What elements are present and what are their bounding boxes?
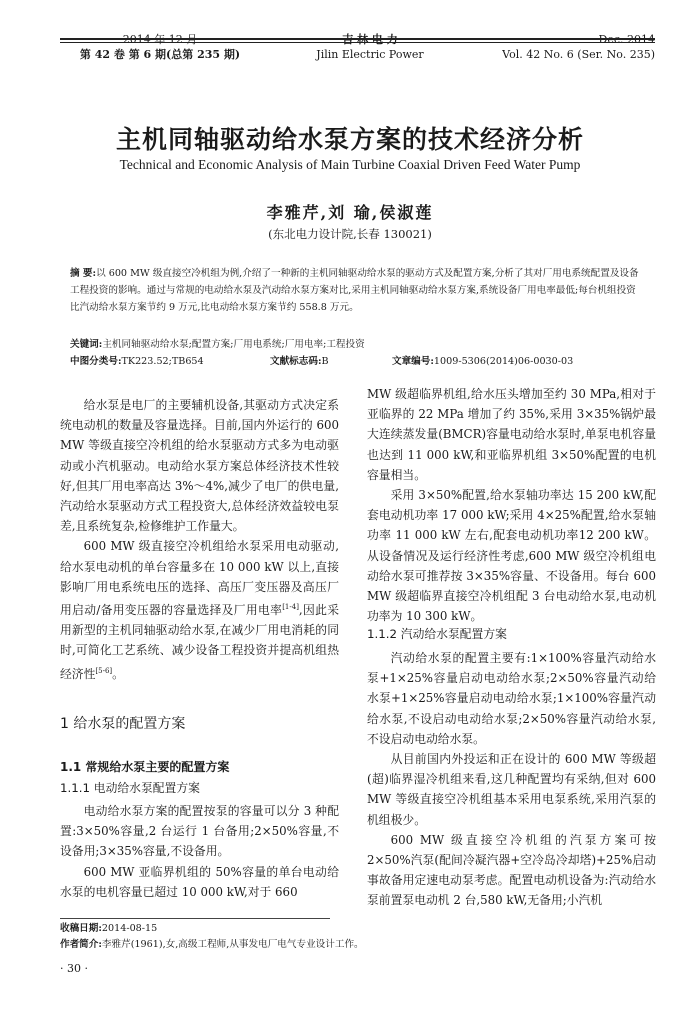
clc-label: 中图分类号:	[70, 356, 122, 367]
doc-code	[270, 353, 329, 370]
authors: 李雅芹,刘 瑜,侯淑莲	[266, 203, 434, 222]
doc-code-label: 文献标志码:	[270, 356, 322, 367]
keywords	[70, 336, 642, 353]
abstract-text: 以 600 MW 级直接空冷机组为例,介绍了一种新的主机同轴驱动给水泵的驱动方式及配置方案,分析了其对厂用电系统配置及设备工程投资的影响。通过与常规的电动给水泵及汽动给水泵方案对比,采用主机同轴驱动给水泵方案,系统设备厂用电率最低;每台机组投资比汽动给水泵方案节约 9 万元,比电动给水泵方案节约 558.8 万元。	[70, 268, 639, 313]
paragraph: 采用 3×50%配置,给水泵轴功率达 15 200 kW,配套电动机功率 17 000 kW;采用 4×25%配置,给水泵轴功率 11 000 kW 左右,配套电动机功率12 200 kW。从设备情况及运行经济性考虑,600 MW 级空冷机组电动给水泵可推荐按 3×35%容量、不设备用。每台 600 MW 级超临界直接空冷机组配 3 台电动给水泵,电动机功率为 10 300 kW。	[367, 488, 656, 624]
paragraph-text: ,因此采用新型的主机同轴驱动给水泵,在减少厂用电消耗的同时,可简化工艺系统、减少设备工程投资并提高机组热经济性	[60, 602, 339, 681]
author-bio	[60, 938, 364, 952]
paragraph-text: 600 MW 级直接空冷机组给水泵采用电动驱动,给水泵电动机的单台容量多在 10 000 kW 以上,直接影响厂用电系统电压的选择、高压厂变压器及高压厂用启动/备用变压器的容量选择及厂用电率	[60, 539, 339, 617]
page-number: · 30 ·	[60, 962, 88, 975]
paragraph: MW 级超临界机组,给水压头增加至约 30 MPa,相对于亚临界的 22 MPa 增加了约 35%,采用 3×35%锅炉最大连续蒸发量(BMCR)容量电动给水泵时,单泵电机容量也达到 11 000 kW,和亚临界机组 3×50%配置的电机容量相当。	[367, 387, 656, 482]
paragraph-text: 。	[112, 666, 124, 681]
paragraph: 600 MW 级直接空冷机组的汽泵方案可按 2×50%汽泵(配间冷凝汽器+空冷岛冷却塔)+25%启动事故备用定速电动泵考虑。配置电动机设备为:汽动给水泵前置泵电动机 2 台,580 kW,无备用;小汽机	[367, 832, 656, 908]
subsubsection-heading: 1.1.2 汽动给水泵配置方案	[367, 627, 507, 641]
article-no-label: 文章编号:	[392, 356, 434, 367]
header-rule-thick	[60, 38, 655, 40]
left-column-body	[60, 801, 339, 902]
keywords-text: 主机同轴驱动给水泵;配置方案;厂用电系统;厂用电率;工程投资	[102, 339, 365, 350]
header-left	[60, 32, 260, 62]
paragraph	[60, 536, 339, 683]
paper-title-cn: 主机同轴驱动给水泵方案的技术经济分析	[115, 125, 584, 154]
paragraph: 给水泵是电厂的主要辅机设备,其驱动方式决定系统电动机的数量及容量选择。目前,国内外运行的 600 MW 等级直接空冷机组的给水泵驱动方式多为电动驱动或小汽机驱动。电动给水泵方案总体经济技术性较好,但其厂用电率高达 3%～4%,减少了电厂的供电量,汽动给水泵驱动方式工程投资大,总体经济效益较电泵差,且系统复杂,检修维护工作量大。	[60, 398, 339, 534]
abstract-label: 摘 要:	[70, 268, 97, 279]
article-no	[392, 353, 573, 370]
paragraph: 电动给水泵方案的配置按泵的容量可以分 3 种配置:3×50%容量,2 台运行 1 台备用;2×50%容量,不设备用;3×35%容量,不设备用。	[60, 804, 339, 859]
header-rule-thin	[60, 42, 655, 43]
received-date	[60, 922, 157, 936]
citation: [5-6]	[95, 666, 113, 675]
header-journal	[270, 32, 470, 62]
abstract	[70, 265, 642, 316]
left-column-intro	[60, 395, 339, 684]
keywords-label: 关键词:	[70, 339, 103, 350]
clc	[70, 353, 204, 370]
paragraph: 600 MW 亚临界机组的 50%容量的单台电动给水泵的电机容量已超过 10 000 kW,对于 660	[60, 864, 339, 899]
right-column-body	[367, 648, 656, 911]
paragraph: 从目前国内外投运和正在设计的 600 MW 等级超(超)临界湿冷机组来看,这几种配置均有采纳,但对 600 MW 等级直接空冷机组基本采用电泵系统,采用汽泵的机组极少。	[367, 752, 656, 827]
doc-code-value: B	[321, 356, 329, 367]
section-heading: 1 给水泵的配置方案	[60, 716, 186, 732]
header-right	[480, 32, 655, 62]
received-label: 收稿日期:	[60, 923, 102, 934]
affiliation: (东北电力设计院,长春 130021)	[268, 227, 432, 241]
footnote-rule	[60, 918, 330, 919]
header-volume-cn: 第 42 卷 第 6 期(总第 235 期)	[79, 48, 241, 61]
citation: [1-4]	[282, 603, 299, 612]
bio-value: 李雅芹(1961),女,高级工程师,从事发电厂电气专业设计工作。	[101, 939, 364, 950]
clc-value: TK223.52;TB654	[121, 356, 204, 367]
right-column-top	[367, 384, 656, 626]
article-no-value: 1009-5306(2014)06-0030-03	[433, 356, 574, 367]
classification-line	[70, 353, 642, 370]
header-journal-en: Jilin Electric Power	[316, 48, 424, 61]
header-volume-en: Vol. 42 No. 6 (Ser. No. 235)	[502, 48, 655, 61]
bio-label: 作者简介:	[60, 939, 102, 950]
received-value: 2014-08-15	[101, 923, 158, 934]
paragraph: 汽动给水泵的配置主要有:1×100%容量汽动给水泵+1×25%容量启动电动给水泵;2×50%容量汽动给水泵+1×25%容量启动电动给水泵;1×100%容量汽动给水泵,不设启动电动给水泵;2×50%容量汽动给水泵,不设启动电动给水泵。	[367, 651, 656, 746]
subsubsection-heading: 1.1.1 电动给水泵配置方案	[60, 781, 200, 795]
subsection-heading: 1.1 常规给水泵主要的配置方案	[60, 760, 230, 774]
paper-title-en: Technical and Economic Analysis of Main Turbine Coaxial Driven Feed Water Pump	[119, 157, 581, 172]
